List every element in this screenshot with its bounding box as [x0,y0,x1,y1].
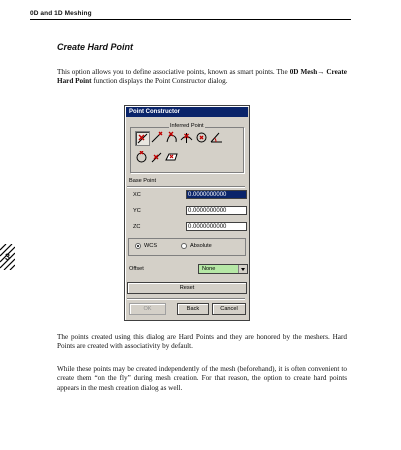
reset-button[interactable]: Reset [127,282,247,294]
back-button[interactable]: Back [177,303,209,315]
header-rule [30,19,351,20]
wcs-radio[interactable] [135,243,141,249]
zc-field[interactable]: 0.0000000000 [186,222,247,231]
chevron-down-icon [238,265,247,273]
intersection-point-icon[interactable] [180,131,193,144]
cancel-button[interactable]: Cancel [212,303,246,315]
menu-path: 0D Mesh→ Create Hard Point [57,68,347,86]
xc-label: XC [133,192,141,198]
coordinate-system-group [128,238,246,256]
offset-value: None [202,266,216,272]
section-title: Create Hard Point [57,42,134,52]
running-head: 0D and 1D Meshing [30,10,92,17]
end-point-icon[interactable] [150,131,163,144]
absolute-radio[interactable] [181,243,187,249]
wcs-label: WCS [144,243,158,249]
point-on-curve-icon[interactable] [150,151,163,164]
yc-label: YC [133,208,141,214]
on-the-fly-paragraph: While these points may be created independently of the mesh (beforehand), it is often convenient to create them “on the fly” during mesh creation. For that reason, the option to create hard points appears in the mesh creation dialog as well. [57,365,347,392]
offset-label: Offset [129,266,144,272]
zc-label: ZC [133,224,141,230]
control-point-icon[interactable] [165,131,178,144]
point-on-surface-icon[interactable] [165,151,178,164]
hard-points-paragraph: The points created using this dialog are Hard Points and they are honored by the meshers. Hard Points are created with associativity by default. [57,333,347,351]
arc-center-icon[interactable] [195,131,208,144]
offset-select[interactable] [198,264,248,274]
chapter-number: 3 [5,252,11,262]
inferred-point-label: Inferred Point [170,123,204,129]
intro-text: This option allows you to define associative points, known as smart points. The [57,68,290,76]
quadrant-point-icon[interactable] [135,151,148,164]
intro-text-end: function displays the Point Constructor dialog. [91,77,228,86]
dialog-title: Point Constructor [126,107,248,117]
separator [127,186,245,188]
yc-field[interactable]: 0.0000000000 [186,206,247,215]
angle-point-icon[interactable] [210,131,223,144]
separator [127,298,245,300]
inferred-point-icon[interactable] [135,131,150,146]
xc-field[interactable]: 0.0000000000 [186,190,247,199]
ok-button[interactable]: OK [129,303,166,315]
dialog [124,105,250,321]
base-point-label: Base Point [129,178,157,184]
absolute-label: Absolute [190,243,212,249]
intro-paragraph [57,68,347,87]
